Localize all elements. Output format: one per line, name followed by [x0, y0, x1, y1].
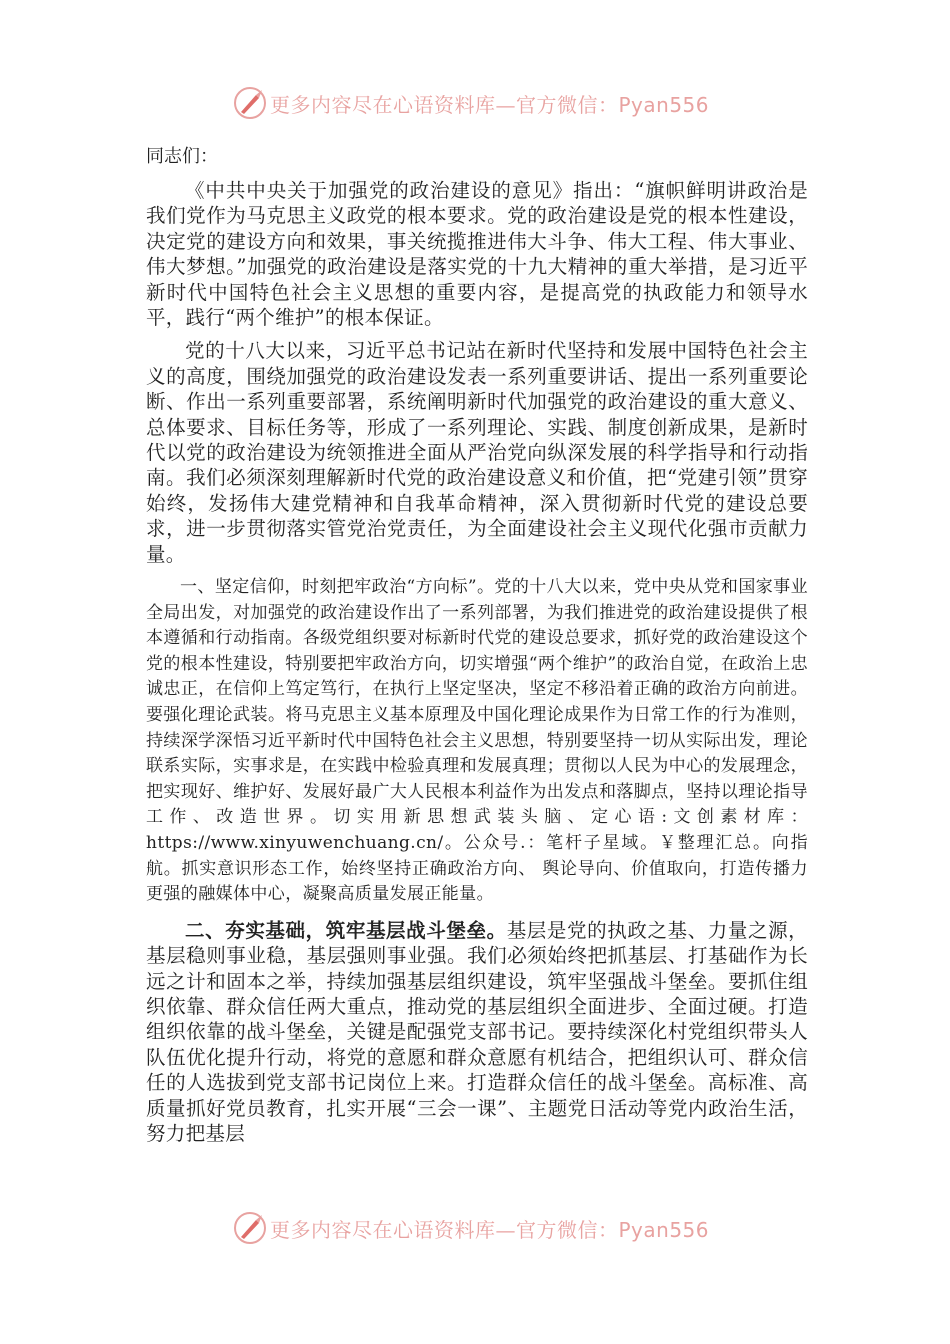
quill-logo-icon — [232, 85, 268, 121]
watermark-text: 更多内容尽在心语资料库—官方微信：Pyan556 — [270, 92, 710, 117]
paragraph-section-two — [146, 918, 808, 1147]
paragraph-intro: 《中共中央关于加强党的政治建设的意见》指出：“旗帜鲜明讲政治是我们党作为马克思主义政党的根本要求。党的政治建设是党的根本性建设，决定党的建设方向和效果，事关统揽推进伟大斗争、伟大工程、伟大事业、伟大梦想。”加强党的政治建设是落实党的十九大精神的重大举措，是习近平新时代中国特色社会主义思想的重要内容，是提高党的执政能力和领导水平，践行“两个维护”的根本保证。 — [146, 179, 808, 330]
footer-watermark — [232, 1208, 709, 1248]
document-body — [146, 144, 808, 1146]
quill-logo-icon — [232, 1210, 268, 1246]
paragraph-section-one: 一、坚定信仰，时刻把牢政治“方向标”。党的十八大以来，党中央从党和国家事业全局出发，对加强党的政治建设作出了一系列部署，为我们推进党的政治建设提供了根本遵循和行动指南。各级党组织要对标新时代党的建设总要求，抓好党的政治建设这个党的根本性建设，特别要把牢政治方向，切实增强“两个维护”的政治自觉，在政治上忠诚忠正，在信仰上笃定笃行，在执行上坚定坚决，坚定不移沿着正确的政治方向前进。要强化理论武装。将马克思主义基本原理及中国化理论成果作为日常工作的行为准则，持续深学深悟习近平新时代中国特色社会主义思想，特别要坚持一切从实际出发，理论联系实际，实事求是，在实践中检验真理和发展真理；贯彻以人民为中心的发展理念，把实现好、维护好、发展好最广大人民根本利益作为出发点和落脚点，坚持以理论指导工作、改造世界。切实用新思想武装头脑、定心语:文创素材库：https://www.xinyuwenchuang.cn/。公众号.：笔杆子星域。￥整理汇总。向指航。抓实意识形态工作，始终坚持正确政治方向、 舆论导向、价值取向，打造传播力更强的融媒体中心，凝聚高质量发展正能量。 — [146, 577, 808, 905]
watermark-text: 更多内容尽在心语资料库—官方微信：Pyan556 — [270, 1217, 710, 1242]
section-two-heading: 二、夯实基础，筑牢基层战斗堡垒。 — [185, 918, 507, 942]
header-watermark — [232, 83, 709, 123]
paragraph-background: 党的十八大以来，习近平总书记站在新时代坚持和发展中国特色社会主义的高度，围绕加强党的政治建设发表一系列重要讲话、提出一系列重要论断、作出一系列重要部署，系统阐明新时代加强党的政治建设的重大意义、总体要求、目标任务等，形成了一系列理论、实践、制度创新成果，是新时代以党的政治建设为统领推进全面从严治党向纵深发展的科学指导和行动指南。我们必须深刻理解新时代党的政治建设意义和价值，把“党建引领”贯穿始终，发扬伟大建党精神和自我革命精神，深入贯彻新时代党的建设总要求，进一步贯彻落实管党治党责任，为全面建设社会主义现代化强市贡献力量。 — [146, 339, 808, 566]
section-two-body: 基层是党的执政之基、力量之源，基层稳则事业稳，基层强则事业强。我们必须始终把抓基层、打基础作为长远之计和固本之举，持续加强基层组织建设，筑牢坚强战斗堡垒。要抓住组织依靠、群众信任两大重点，推动党的基层组织全面进步、全面过硬。打造组织依靠的战斗堡垒，关键是配强党支部书记。要持续深化村党组织带头人队伍优化提升行动，将党的意愿和群众意愿有机结合，把组织认可、群众信任的人选拔到党支部书记岗位上来。打造群众信任的战斗堡垒。高标准、高质量抓好党员教育，扎实开展“三会一课”、主题党日活动等党内政治生活，努力把基层 — [146, 918, 808, 1146]
greeting: 同志们： — [146, 146, 218, 167]
